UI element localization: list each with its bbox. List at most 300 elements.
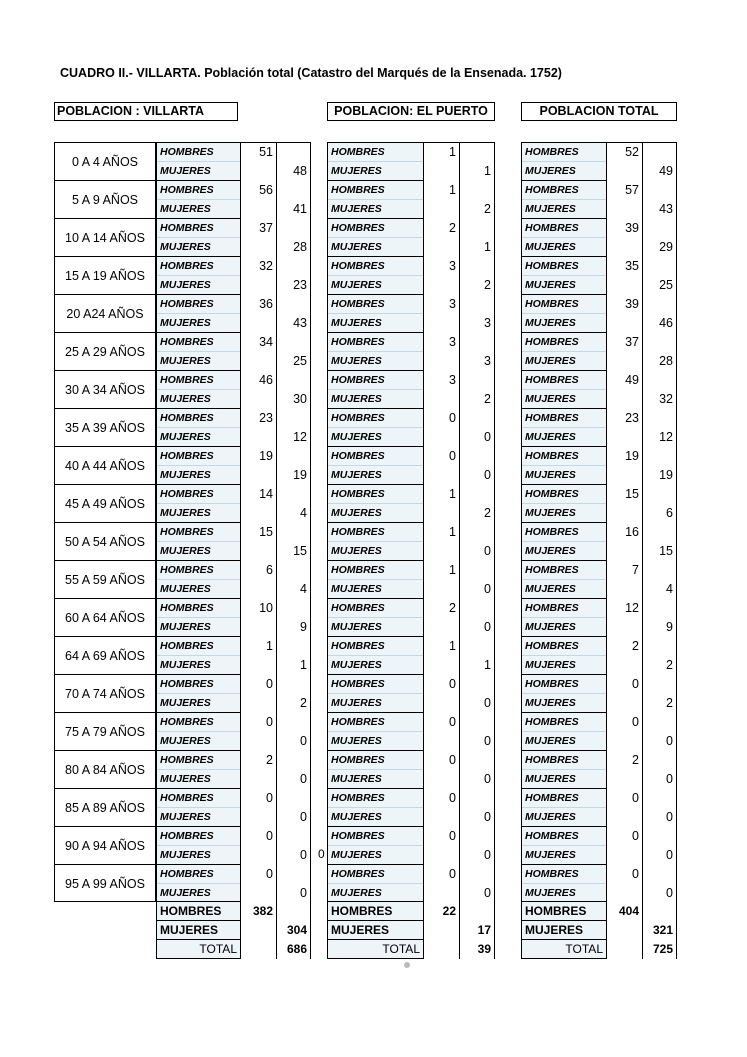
puerto-hombres-row: [328, 637, 494, 656]
empty-cell: [423, 732, 459, 751]
puerto-mujeres-row: [328, 884, 494, 903]
total-hombres-value: 52: [606, 143, 642, 162]
age-group-label: 20 A24 AÑOS: [55, 295, 155, 333]
hombres-label: HOMBRES: [525, 716, 579, 728]
mujeres-label: MUJERES: [160, 469, 211, 481]
hombres-label: HOMBRES: [331, 716, 385, 728]
mujeres-label: MUJERES: [331, 735, 382, 747]
empty-cell: [642, 865, 676, 884]
puerto-total-mujeres-row: [328, 921, 494, 940]
empty-cell: [606, 884, 642, 903]
total-hombres-value: 0: [606, 713, 642, 732]
empty-cell: [276, 257, 310, 276]
mujeres-label: MUJERES: [525, 203, 576, 215]
age-group-label: 50 A 54 AÑOS: [55, 523, 155, 561]
villarta-mujeres-row: [157, 732, 310, 751]
puerto-mujeres-value: 3: [459, 352, 494, 371]
total-mujeres-value: 32: [642, 390, 676, 409]
empty-cell: [606, 276, 642, 295]
empty-cell: [423, 162, 459, 181]
total-hombres-value: 39: [606, 295, 642, 314]
hombres-label: HOMBRES: [160, 564, 214, 576]
puerto-mujeres-row: [328, 542, 494, 561]
mujeres-label: MUJERES: [160, 621, 211, 633]
puerto-mujeres-value: 1: [459, 656, 494, 675]
total-hombres-value: 15: [606, 485, 642, 504]
villarta-mujeres-value: 12: [276, 428, 310, 447]
villarta-hombres-row: [157, 143, 310, 162]
empty-cell: [459, 865, 494, 884]
hombres-label: HOMBRES: [525, 374, 579, 386]
empty-cell: [240, 808, 276, 827]
total-mujeres-value: 15: [642, 542, 676, 561]
empty-cell: [642, 902, 676, 921]
villarta-mujeres-row: [157, 352, 310, 371]
villarta-mujeres-value: 0: [276, 770, 310, 789]
total-mujeres-value: 49: [642, 162, 676, 181]
hombres-label: HOMBRES: [525, 792, 579, 804]
mujeres-label: MUJERES: [525, 811, 576, 823]
mujeres-label: MUJERES: [331, 393, 382, 405]
hombres-label: HOMBRES: [160, 260, 214, 272]
villarta-hombres-row: [157, 447, 310, 466]
empty-cell: [459, 485, 494, 504]
empty-cell: [459, 789, 494, 808]
hombres-label: HOMBRES: [525, 260, 579, 272]
empty-cell: [423, 428, 459, 447]
age-group-column: [54, 142, 156, 902]
villarta-hombres-value: 0: [240, 675, 276, 694]
hombres-label: HOMBRES: [331, 526, 385, 538]
total-mujeres-row: [522, 314, 676, 333]
total-hombres-value: 2: [606, 637, 642, 656]
villarta-hombres-row: [157, 675, 310, 694]
villarta-hombres-value: 0: [240, 865, 276, 884]
villarta-mujeres-value: 48: [276, 162, 310, 181]
puerto-mujeres-row: [328, 504, 494, 523]
empty-cell: [606, 921, 642, 940]
hombres-label: HOMBRES: [525, 488, 579, 500]
puerto-hombres-value: 3: [423, 333, 459, 352]
total-mujeres-value: 0: [642, 770, 676, 789]
mujeres-label: MUJERES: [160, 431, 211, 443]
hombres-label: HOMBRES: [525, 830, 579, 842]
mujeres-label: MUJERES: [160, 203, 211, 215]
empty-cell: [606, 656, 642, 675]
empty-cell: [606, 732, 642, 751]
empty-cell: [642, 561, 676, 580]
total-hombres-row: [522, 675, 676, 694]
total-mujeres-row: [522, 846, 676, 865]
hombres-label: HOMBRES: [160, 716, 214, 728]
header-puerto: POBLACION: EL PUERTO: [327, 102, 495, 121]
puerto-mujeres-value: 0: [459, 428, 494, 447]
mujeres-label: MUJERES: [160, 583, 211, 595]
empty-cell: [459, 295, 494, 314]
villarta-mujeres-value: 2: [276, 694, 310, 713]
empty-cell: [276, 713, 310, 732]
puerto-hombres-row: [328, 675, 494, 694]
total-mujeres-row: [522, 390, 676, 409]
total-hombres-label: HOMBRES: [525, 904, 587, 918]
villarta-mujeres-value: 43: [276, 314, 310, 333]
villarta-mujeres-row: [157, 504, 310, 523]
mujeres-label: MUJERES: [160, 279, 211, 291]
hombres-label: HOMBRES: [331, 336, 385, 348]
page-title: CUADRO II.- VILLARTA. Población total (Catastro del Marqués de la Ensenada. 1752): [60, 66, 562, 80]
empty-cell: [459, 827, 494, 846]
hombres-label: HOMBRES: [525, 450, 579, 462]
puerto-mujeres-row: [328, 162, 494, 181]
total-hombres-row: [522, 371, 676, 390]
mujeres-label: MUJERES: [160, 659, 211, 671]
hombres-label: HOMBRES: [525, 222, 579, 234]
mujeres-label: MUJERES: [331, 203, 382, 215]
villarta-mujeres-value: 0: [276, 846, 310, 865]
villarta-hombres-row: [157, 637, 310, 656]
total-mujeres-row: [522, 162, 676, 181]
villarta-hombres-value: 51: [240, 143, 276, 162]
total-total-total-value: 725: [642, 940, 676, 959]
puerto-mujeres-value: 0: [459, 694, 494, 713]
empty-cell: [276, 751, 310, 770]
empty-cell: [240, 542, 276, 561]
empty-cell: [276, 143, 310, 162]
villarta-mujeres-row: [157, 808, 310, 827]
empty-cell: [459, 219, 494, 238]
mujeres-label: MUJERES: [525, 545, 576, 557]
empty-cell: [423, 352, 459, 371]
total-hombres-label: HOMBRES: [160, 904, 222, 918]
villarta-hombres-row: [157, 827, 310, 846]
puerto-mujeres-row: [328, 466, 494, 485]
empty-cell: [642, 143, 676, 162]
hombres-label: HOMBRES: [160, 640, 214, 652]
villarta-hombres-value: 46: [240, 371, 276, 390]
total-mujeres-value: 12: [642, 428, 676, 447]
mujeres-label: MUJERES: [160, 355, 211, 367]
villarta-mujeres-row: [157, 770, 310, 789]
total-hombres-row: [522, 333, 676, 352]
puerto-mujeres-value: 2: [459, 276, 494, 295]
empty-cell: [276, 789, 310, 808]
hombres-label: HOMBRES: [331, 260, 385, 272]
empty-cell: [423, 390, 459, 409]
total-hombres-row: [522, 751, 676, 770]
header-total: POBLACION TOTAL: [521, 102, 677, 121]
empty-cell: [240, 162, 276, 181]
empty-cell: [459, 181, 494, 200]
empty-cell: [606, 542, 642, 561]
puerto-hombres-row: [328, 751, 494, 770]
mujeres-label: MUJERES: [331, 469, 382, 481]
villarta-mujeres-row: [157, 428, 310, 447]
hombres-label: HOMBRES: [525, 526, 579, 538]
empty-cell: [276, 637, 310, 656]
puerto-hombres-row: [328, 827, 494, 846]
hombres-label: HOMBRES: [331, 868, 385, 880]
empty-cell: [240, 314, 276, 333]
puerto-hombres-value: 1: [423, 523, 459, 542]
puerto-total-mujeres-value: 17: [459, 921, 494, 940]
puerto-mujeres-row: [328, 428, 494, 447]
puerto-table: [327, 142, 495, 902]
total-mujeres-value: 2: [642, 656, 676, 675]
puerto-mujeres-row: [328, 238, 494, 257]
mujeres-label: MUJERES: [525, 849, 576, 861]
mujeres-label: MUJERES: [331, 507, 382, 519]
puerto-mujeres-value: 0: [459, 846, 494, 865]
empty-cell: [642, 181, 676, 200]
puerto-hombres-row: [328, 295, 494, 314]
hombres-label: HOMBRES: [525, 640, 579, 652]
villarta-hombres-value: 0: [240, 713, 276, 732]
hombres-label: HOMBRES: [160, 830, 214, 842]
villarta-totals: [156, 902, 311, 959]
villarta-mujeres-value: 4: [276, 580, 310, 599]
age-group-label: 85 A 89 AÑOS: [55, 789, 155, 827]
hombres-label: HOMBRES: [525, 336, 579, 348]
puerto-hombres-value: 0: [423, 789, 459, 808]
empty-cell: [423, 694, 459, 713]
villarta-mujeres-row: [157, 314, 310, 333]
total-hombres-row: [522, 143, 676, 162]
villarta-hombres-row: [157, 219, 310, 238]
age-group-label: 55 A 59 AÑOS: [55, 561, 155, 599]
mujeres-label: MUJERES: [331, 165, 382, 177]
mujeres-label: MUJERES: [160, 887, 211, 899]
total-hombres-value: 49: [606, 371, 642, 390]
total-mujeres-value: 0: [642, 808, 676, 827]
empty-cell: [276, 902, 310, 921]
puerto-totals: [327, 902, 495, 959]
villarta-mujeres-value: 23: [276, 276, 310, 295]
total-total-label: TOTAL: [199, 942, 237, 956]
puerto-mujeres-row: [328, 732, 494, 751]
empty-cell: [606, 846, 642, 865]
villarta-hombres-row: [157, 295, 310, 314]
empty-cell: [642, 675, 676, 694]
mujeres-label: MUJERES: [331, 659, 382, 671]
total-mujeres-row: [522, 276, 676, 295]
total-table: [521, 142, 677, 902]
hombres-label: HOMBRES: [525, 868, 579, 880]
total-mujeres-row: [522, 504, 676, 523]
villarta-hombres-value: 56: [240, 181, 276, 200]
total-total-label: TOTAL: [565, 942, 603, 956]
mujeres-label: MUJERES: [525, 887, 576, 899]
empty-cell: [240, 694, 276, 713]
empty-cell: [240, 732, 276, 751]
total-mujeres-label: MUJERES: [525, 923, 584, 937]
total-mujeres-row: [522, 238, 676, 257]
puerto-hombres-value: 2: [423, 219, 459, 238]
empty-cell: [276, 219, 310, 238]
hombres-label: HOMBRES: [331, 678, 385, 690]
villarta-mujeres-value: 41: [276, 200, 310, 219]
empty-cell: [642, 447, 676, 466]
mujeres-label: MUJERES: [525, 165, 576, 177]
empty-cell: [606, 580, 642, 599]
total-hombres-value: 2: [606, 751, 642, 770]
total-mujeres-value: 0: [642, 884, 676, 903]
puerto-hombres-row: [328, 143, 494, 162]
total-hombres-row: [522, 447, 676, 466]
total-hombres-row: [522, 219, 676, 238]
mujeres-label: MUJERES: [160, 735, 211, 747]
villarta-mujeres-value: 9: [276, 618, 310, 637]
total-hombres-value: 23: [606, 409, 642, 428]
empty-cell: [459, 713, 494, 732]
villarta-hombres-row: [157, 371, 310, 390]
hombres-label: HOMBRES: [525, 298, 579, 310]
hombres-label: HOMBRES: [160, 374, 214, 386]
empty-cell: [276, 675, 310, 694]
total-hombres-row: [522, 181, 676, 200]
total-mujeres-row: [522, 542, 676, 561]
hombres-label: HOMBRES: [160, 412, 214, 424]
villarta-hombres-value: 34: [240, 333, 276, 352]
mujeres-label: MUJERES: [525, 355, 576, 367]
total-mujeres-row: [522, 884, 676, 903]
total-hombres-row: [522, 637, 676, 656]
puerto-hombres-value: 1: [423, 143, 459, 162]
age-group-label: 0 A 4 AÑOS: [55, 143, 155, 181]
empty-cell: [642, 789, 676, 808]
villarta-mujeres-row: [157, 656, 310, 675]
total-mujeres-value: 0: [642, 732, 676, 751]
total-hombres-row: [522, 257, 676, 276]
puerto-mujeres-value: 2: [459, 504, 494, 523]
villarta-mujeres-value: 28: [276, 238, 310, 257]
hombres-label: HOMBRES: [525, 602, 579, 614]
empty-cell: [423, 940, 459, 959]
empty-cell: [459, 447, 494, 466]
total-mujeres-row: [522, 428, 676, 447]
hombres-label: HOMBRES: [160, 184, 214, 196]
mujeres-label: MUJERES: [331, 317, 382, 329]
puerto-mujeres-row: [328, 846, 494, 865]
total-mujeres-value: 46: [642, 314, 676, 333]
total-mujeres-row: [522, 732, 676, 751]
hombres-label: HOMBRES: [525, 184, 579, 196]
puerto-mujeres-value: 0: [459, 542, 494, 561]
puerto-total-hombres-row: [328, 902, 494, 921]
empty-cell: [423, 276, 459, 295]
villarta-mujeres-row: [157, 200, 310, 219]
total-hombres-row: [522, 561, 676, 580]
empty-cell: [642, 295, 676, 314]
empty-cell: [606, 694, 642, 713]
empty-cell: [423, 846, 459, 865]
total-mujeres-value: 0: [642, 846, 676, 865]
villarta-hombres-value: 6: [240, 561, 276, 580]
puerto-hombres-value: 0: [423, 409, 459, 428]
mujeres-label: MUJERES: [525, 393, 576, 405]
villarta-mujeres-value: 0: [276, 732, 310, 751]
villarta-hombres-row: [157, 751, 310, 770]
empty-cell: [423, 580, 459, 599]
empty-cell: [240, 618, 276, 637]
villarta-mujeres-row: [157, 884, 310, 903]
total-hombres-value: 12: [606, 599, 642, 618]
villarta-hombres-row: [157, 561, 310, 580]
empty-cell: [606, 504, 642, 523]
villarta-mujeres-row: [157, 542, 310, 561]
empty-cell: [606, 466, 642, 485]
empty-cell: [423, 466, 459, 485]
puerto-mujeres-row: [328, 314, 494, 333]
total-mujeres-row: [522, 808, 676, 827]
villarta-mujeres-row: [157, 694, 310, 713]
total-hombres-value: 16: [606, 523, 642, 542]
age-group-label: 45 A 49 AÑOS: [55, 485, 155, 523]
total-total-total-row: [522, 940, 676, 959]
villarta-mujeres-row: [157, 580, 310, 599]
puerto-mujeres-row: [328, 808, 494, 827]
mujeres-label: MUJERES: [525, 583, 576, 595]
hombres-label: HOMBRES: [160, 298, 214, 310]
mujeres-label: MUJERES: [331, 811, 382, 823]
empty-cell: [276, 333, 310, 352]
empty-cell: [423, 808, 459, 827]
empty-cell: [606, 200, 642, 219]
mujeres-label: MUJERES: [525, 659, 576, 671]
puerto-hombres-row: [328, 409, 494, 428]
empty-cell: [642, 599, 676, 618]
total-mujeres-label: MUJERES: [331, 923, 390, 937]
puerto-mujeres-value: 0: [459, 884, 494, 903]
empty-cell: [459, 143, 494, 162]
villarta-hombres-row: [157, 181, 310, 200]
mujeres-label: MUJERES: [525, 621, 576, 633]
villarta-hombres-row: [157, 599, 310, 618]
empty-cell: [276, 599, 310, 618]
total-hombres-row: [522, 485, 676, 504]
puerto-total-hombres-value: 22: [423, 902, 459, 921]
stray-value: 0: [318, 847, 325, 861]
puerto-hombres-value: 0: [423, 751, 459, 770]
empty-cell: [459, 333, 494, 352]
empty-cell: [642, 485, 676, 504]
empty-cell: [240, 238, 276, 257]
villarta-hombres-row: [157, 523, 310, 542]
hombres-label: HOMBRES: [331, 374, 385, 386]
empty-cell: [423, 200, 459, 219]
hombres-label: HOMBRES: [331, 564, 385, 576]
empty-cell: [423, 542, 459, 561]
villarta-mujeres-row: [157, 846, 310, 865]
total-mujeres-value: 4: [642, 580, 676, 599]
mujeres-label: MUJERES: [160, 393, 211, 405]
villarta-hombres-value: 0: [240, 789, 276, 808]
mujeres-label: MUJERES: [525, 773, 576, 785]
mujeres-label: MUJERES: [525, 735, 576, 747]
puerto-hombres-value: 3: [423, 295, 459, 314]
mujeres-label: MUJERES: [331, 773, 382, 785]
hombres-label: HOMBRES: [525, 564, 579, 576]
empty-cell: [459, 751, 494, 770]
empty-cell: [240, 580, 276, 599]
age-group-label: 25 A 29 AÑOS: [55, 333, 155, 371]
empty-cell: [240, 428, 276, 447]
villarta-total-hombres-row: [157, 902, 310, 921]
villarta-hombres-value: 1: [240, 637, 276, 656]
empty-cell: [459, 523, 494, 542]
puerto-mujeres-value: 1: [459, 162, 494, 181]
hombres-label: HOMBRES: [160, 450, 214, 462]
total-hombres-value: 0: [606, 827, 642, 846]
